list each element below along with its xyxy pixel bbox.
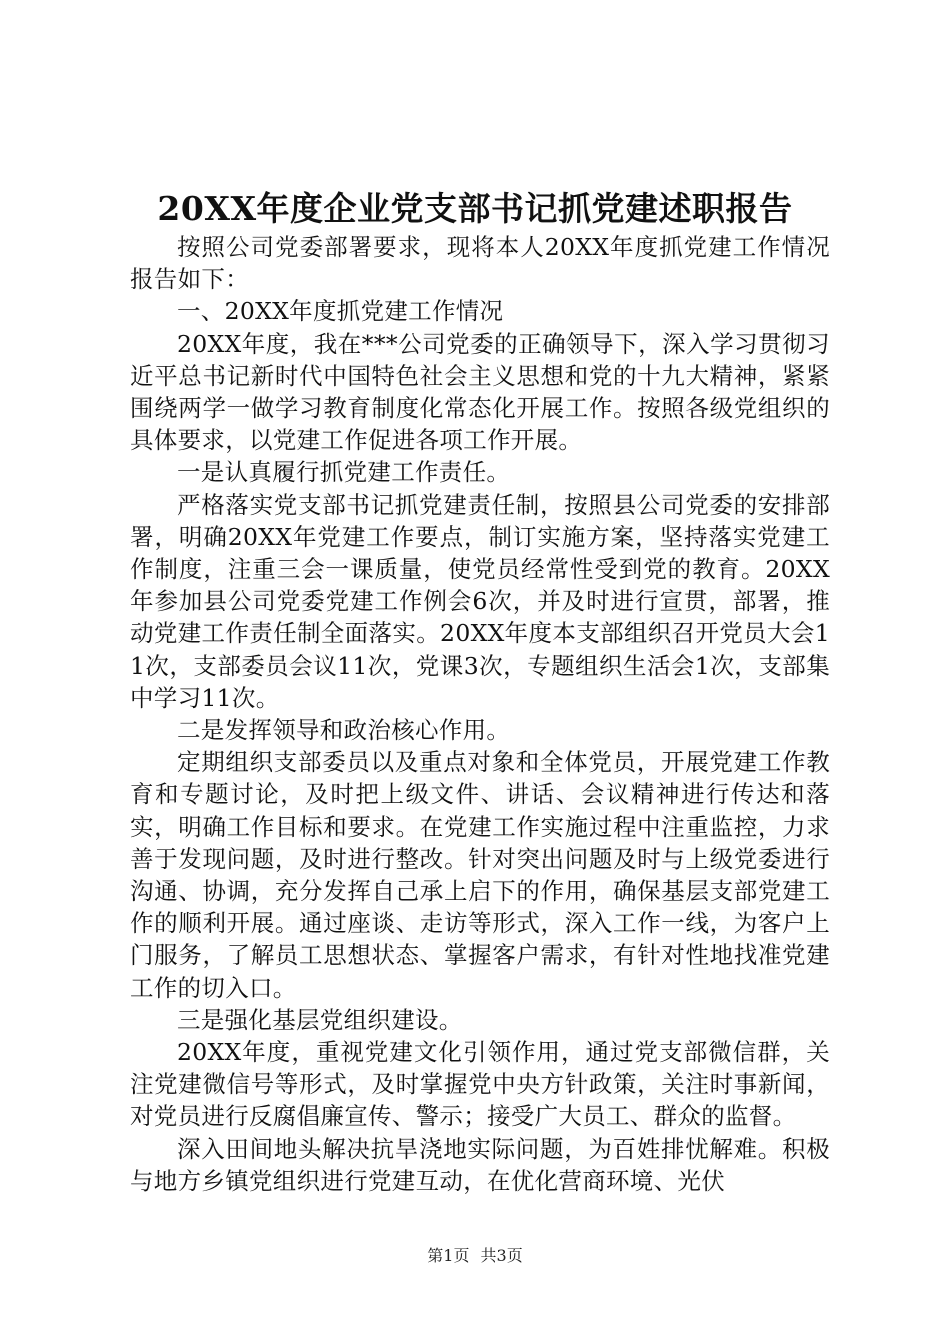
section-heading: 一、20XX年度抓党建工作情况	[177, 297, 504, 326]
body-paragraph: 严格落实党支部书记抓党建责任制，按照县公司党委的安排部署，明确20XX年党建工作要点，制订实施方案，坚持落实党建工作制度，注重三会一课质量，使党员经常性受到党的教育。20XX年参加县公司党委党建工作例会6次，并及时进行宣贯，部署，推动党建工作责任制全面落实。20XX年度本支部组织召开党员大会11次，支部委员会议11次，党课3次，专题组织生活会1次，支部集中学习11次。	[130, 490, 830, 712]
subheading-paragraph: 一是认真履行抓党建工作责任。	[177, 458, 511, 487]
page-footer	[0, 1245, 950, 1267]
body-paragraph: 20XX年度，我在***公司党委的正确领导下，深入学习贯彻习近平总书记新时代中国特色社会主义思想和党的十九大精神，紧紧围绕两学一做学习教育制度化常态化开展工作。按照各级党组织的具体要求，以党建工作促进各项工作开展。	[130, 329, 830, 455]
body-paragraph: 20XX年度，重视党建文化引领作用，通过党支部微信群，关注党建微信号等形式，及时掌握党中央方针政策，关注时事新闻，对党员进行反腐倡廉宣传、警示；接受广大员工、群众的监督。	[130, 1038, 830, 1131]
document-title: 20XX年度企业党支部书记抓党建述职报告	[157, 189, 793, 228]
body-paragraph: 深入田间地头解决抗旱浇地实际问题，为百姓排忧解难。积极与地方乡镇党组织进行党建互动，在优化营商环境、光伏	[130, 1134, 830, 1195]
intro-paragraph: 按照公司党委部署要求，现将本人20XX年度抓党建工作情况报告如下：	[130, 233, 830, 294]
body-paragraph: 定期组织支部委员以及重点对象和全体党员，开展党建工作教育和专题讨论，及时把上级文件、讲话、会议精神进行传达和落实，明确工作目标和要求。在党建工作实施过程中注重监控，力求善于发现问题，及时进行整改。针对突出问题及时与上级党委进行沟通、协调，充分发挥自己承上启下的作用，确保基层支部党建工作的顺利开展。通过座谈、走访等形式，深入工作一线，为客户上门服务，了解员工思想状态、掌握客户需求，有针对性地找准党建工作的切入口。	[130, 748, 830, 1002]
page-number: 第1页	[427, 1246, 470, 1265]
page-total: 共3页	[480, 1246, 523, 1265]
subheading-paragraph: 三是强化基层党组织建设。	[177, 1005, 463, 1034]
document-body	[130, 231, 830, 1197]
subheading-paragraph: 二是发挥领导和政治核心作用。	[177, 716, 511, 745]
